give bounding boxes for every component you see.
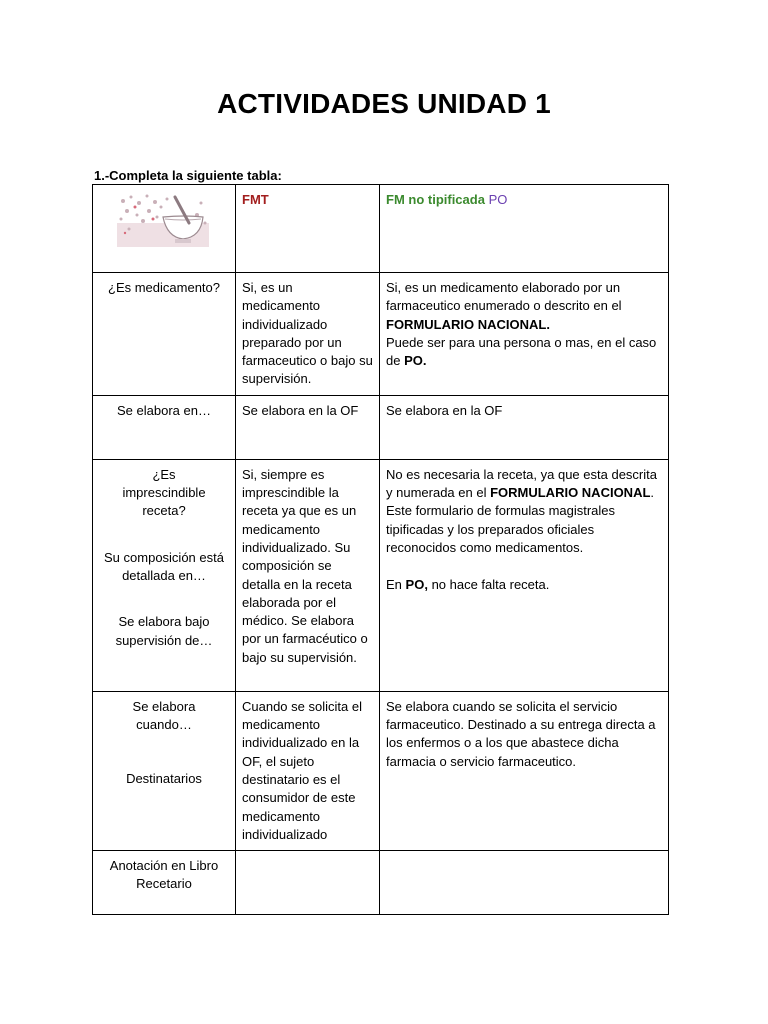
header-image-cell: [93, 185, 236, 273]
row-label-se-elabora-en: Se elabora en…: [93, 395, 236, 459]
row-label-cuando-destinatarios: Se elabora cuando… Destinatarios: [93, 691, 236, 850]
table-header-row: [93, 185, 669, 273]
row-label-receta: ¿Es imprescindible receta? Su composición está detallada en… Se elabora bajo supervisión de…: [93, 459, 236, 691]
cell-fmt-se-elabora-en: Se elabora en la OF: [236, 395, 380, 459]
header-fm-no-tipificada-label: FM no tipificada: [386, 192, 485, 207]
row-label-es-medicamento: ¿Es medicamento?: [93, 273, 236, 396]
cell-fmt-receta: Si, siempre es imprescindible la receta ya que es un medicamento individualizado. Su composición se detalla en la receta elaborada por el médico. Se elabora por un farmacéutico o bajo su supervisión.: [236, 459, 380, 691]
table-row: [93, 459, 669, 691]
table-row: [93, 851, 669, 915]
cell-po-cuando-destinatarios: Se elabora cuando se solicita el servicio farmaceutico. Destinado a su entrega directa a los enfermos o a los que abastece dicha farmacia o servicio farmaceutico.: [380, 691, 669, 850]
table-row: [93, 395, 669, 459]
header-po-label: PO: [488, 192, 508, 207]
row-label-libro-recetario: Anotación en Libro Recetario: [93, 851, 236, 915]
cell-po-es-medicamento: Si, es un medicamento elaborado por un farmaceutico enumerado o descrito en el FORMULARIO NACIONAL. Puede ser para una persona o mas, en el caso de PO.: [380, 273, 669, 396]
comparison-table: [92, 184, 669, 915]
cell-po-libro-recetario: [380, 851, 669, 915]
table-instruction: 1.-Completa la siguiente tabla:: [94, 168, 282, 183]
cell-po-receta: No es necesaria la receta, ya que esta descrita y numerada en el FORMULARIO NACIONAL. Este formulario de formulas magistrales tipificadas y los preparados oficiales reconocidos como medicamentos. En PO, no hace falta receta.: [380, 459, 669, 691]
header-fm-no-tipificada-po: [380, 185, 669, 273]
header-fmt: FMT: [236, 185, 380, 273]
cell-po-se-elabora-en: Se elabora en la OF: [380, 395, 669, 459]
cell-fmt-es-medicamento: Si, es un medicamento individualizado preparado por un farmaceutico o bajo su supervisión.: [236, 273, 380, 396]
mortar-and-pestle-icon: [117, 193, 209, 247]
cell-fmt-libro-recetario: [236, 851, 380, 915]
table-row: [93, 691, 669, 850]
table-row: [93, 273, 669, 396]
cell-fmt-cuando-destinatarios: Cuando se solicita el medicamento individualizado en la OF, el sujeto destinatario es el consumidor de este medicamento individualizado: [236, 691, 380, 850]
page-title: ACTIVIDADES UNIDAD 1: [217, 88, 551, 119]
